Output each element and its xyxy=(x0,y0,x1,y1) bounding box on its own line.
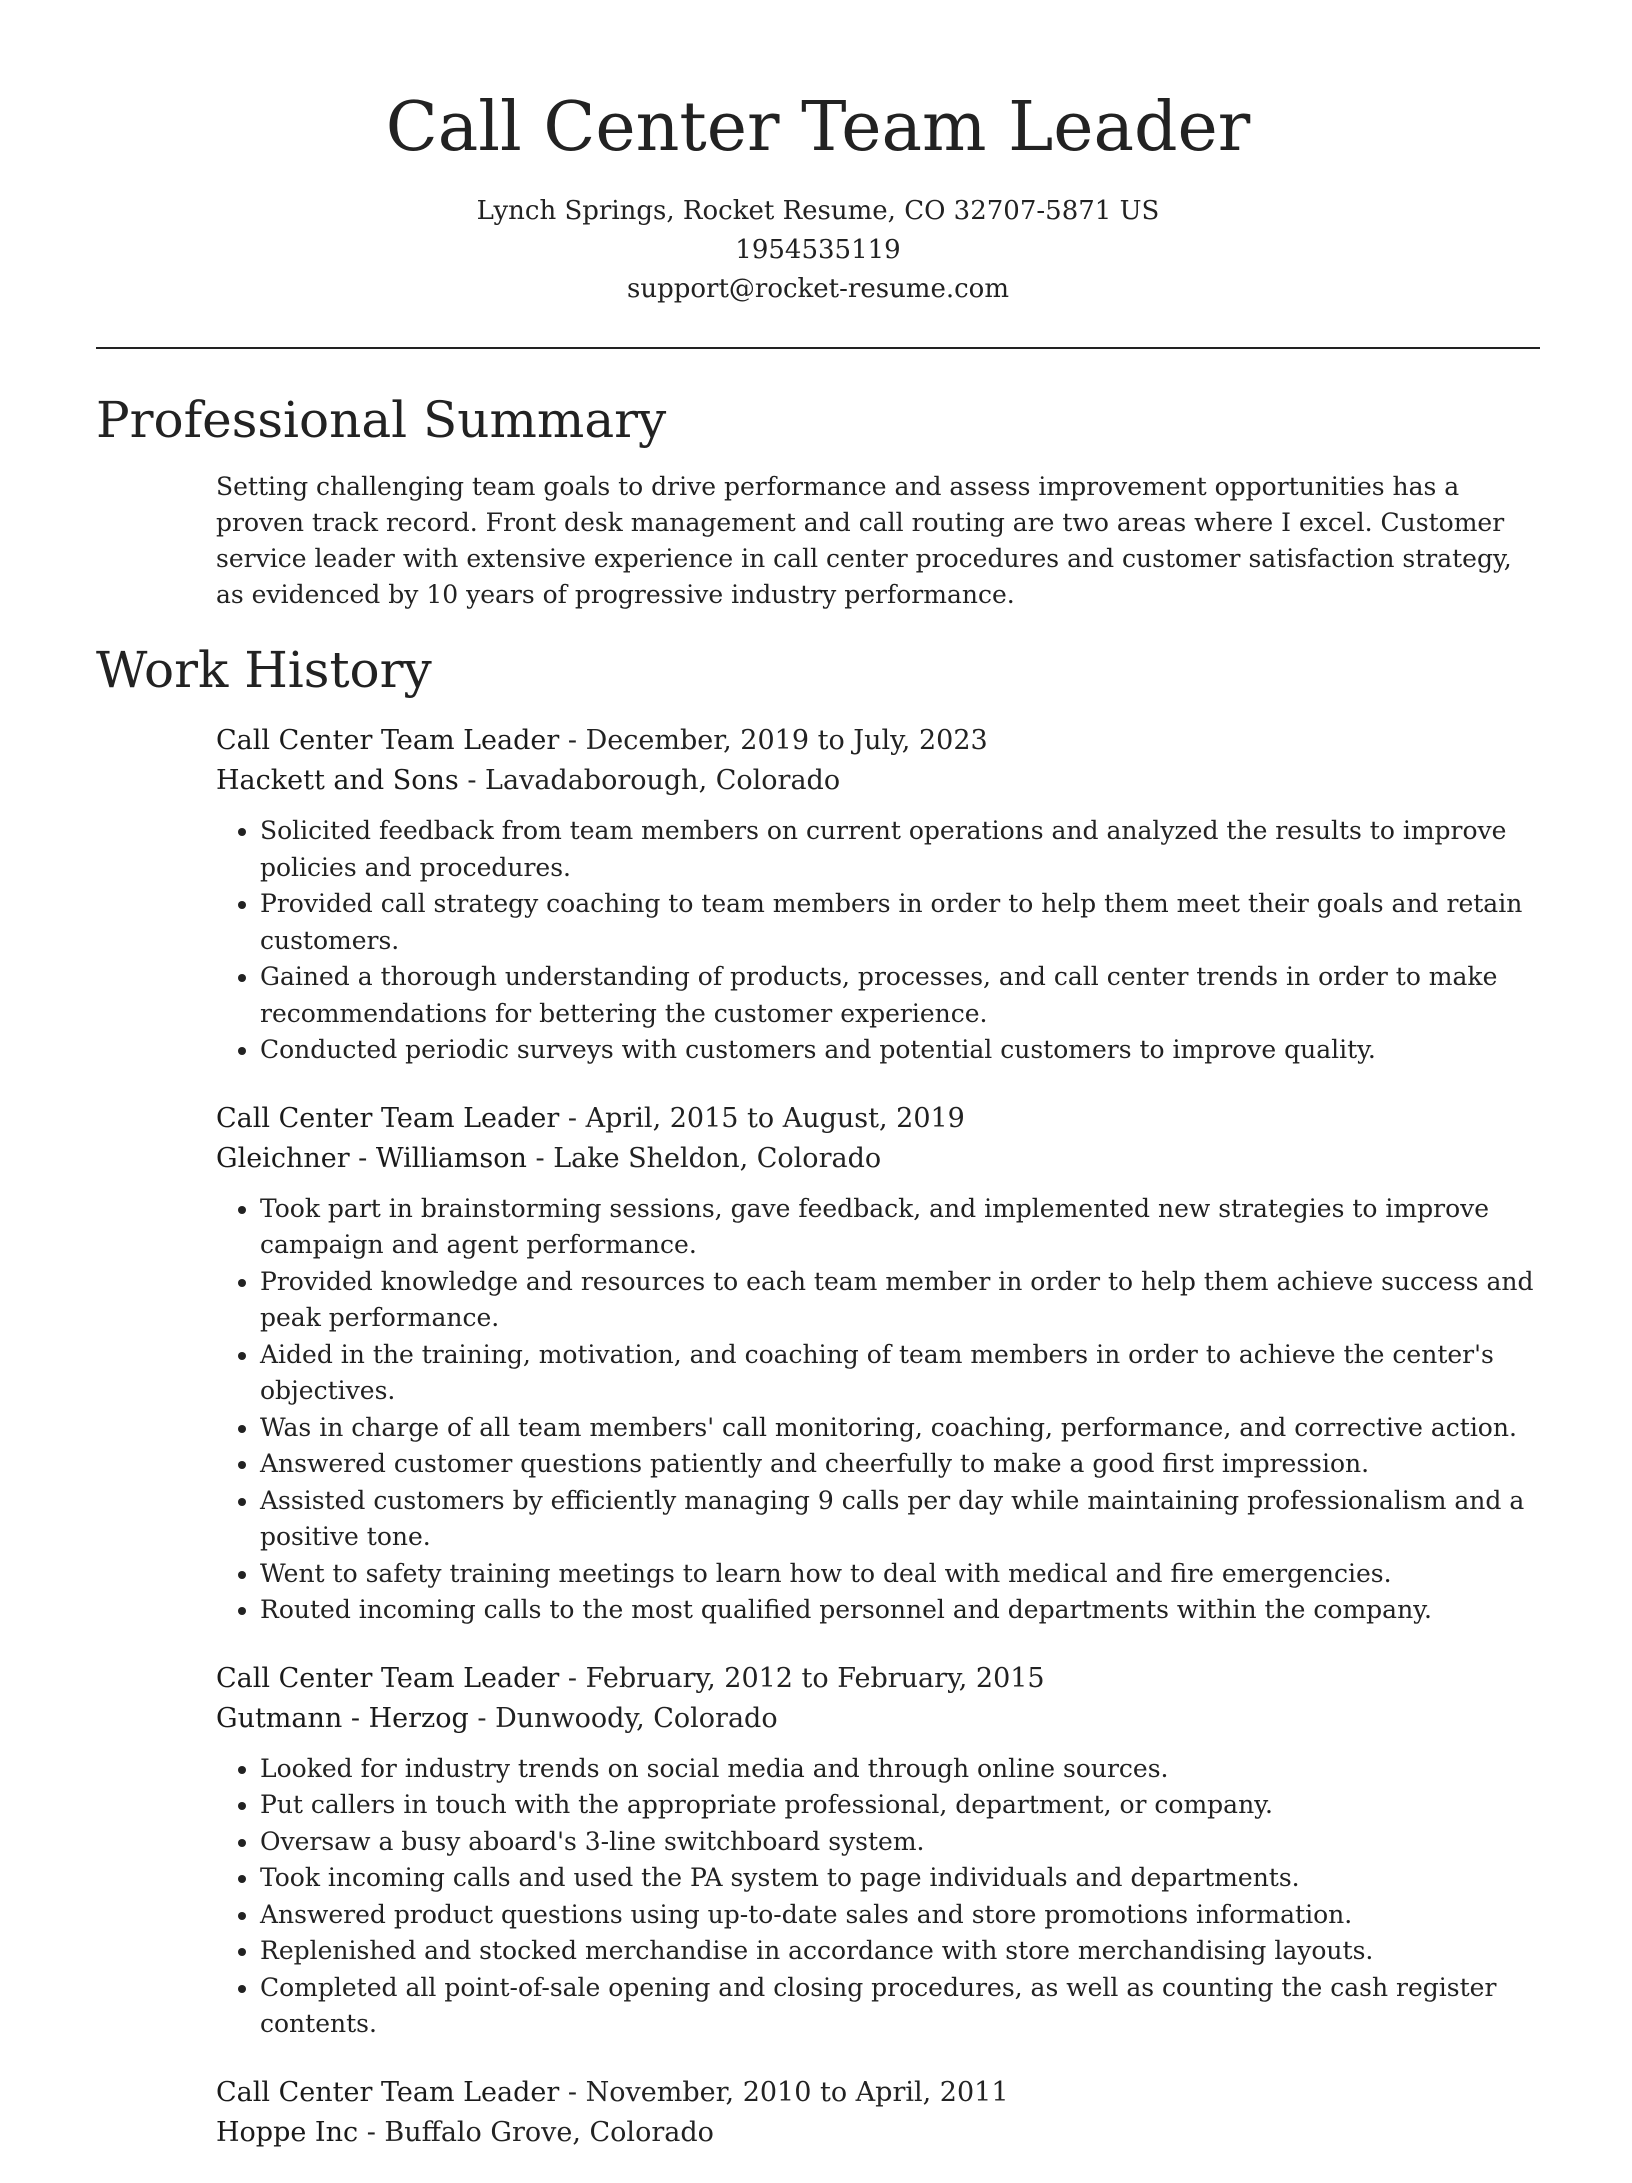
contact-address: Lynch Springs, Rocket Resume, CO 32707-5871 US xyxy=(476,196,1160,226)
job-bullet: • Looked for industry trends on social media and through online sources. xyxy=(260,1751,1540,1788)
job-bullet: • Conducted periodic surveys with customers and potential customers to improve quality. xyxy=(260,1032,1540,1069)
job-entry xyxy=(216,721,1540,1069)
job-title-line: Call Center Team Leader - February, 2012 to February, 2015 xyxy=(216,1662,1045,1694)
job-location: Buffalo Grove, Colorado xyxy=(384,2116,714,2148)
header-divider xyxy=(96,347,1540,349)
job-company-line: Gutmann - Herzog - Dunwoody, Colorado xyxy=(216,1702,778,1734)
job-dates: February, 2012 to February, 2015 xyxy=(585,1662,1045,1694)
contact-email: support@rocket-resume.com xyxy=(626,274,1009,304)
job-bullet: • Gained a thorough understanding of products, processes, and call center trends in order to make recommendations for bettering the customer experience. xyxy=(260,959,1540,1032)
job-bullet: • Aided in the training, motivation, and coaching of team members in order to achieve the center's objectives. xyxy=(260,1337,1540,1410)
contact-phone: 1954535119 xyxy=(735,235,901,265)
resume-page xyxy=(96,0,1540,2183)
job-company: Gutmann - Herzog xyxy=(216,1702,469,1734)
job-bullet: • Answered customer questions patiently and cheerfully to make a good first impression. xyxy=(260,1446,1540,1483)
job-title-line: Call Center Team Leader - April, 2015 to August, 2019 xyxy=(216,1102,965,1134)
job-bullet: • Replenished and stocked merchandise in accordance with store merchandising layouts. xyxy=(260,1933,1540,1970)
job-bullet: • Provided call strategy coaching to team members in order to help them meet their goals and retain customers. xyxy=(260,886,1540,959)
job-company-line: Gleichner - Williamson - Lake Sheldon, Colorado xyxy=(216,1142,882,1174)
job-title-line: Call Center Team Leader - December, 2019 to July, 2023 xyxy=(216,725,988,756)
summary-heading: Professional Summary xyxy=(96,391,667,449)
job-bullet: • Assisted customers by efficiently managing 9 calls per day while maintaining professionalism and a positive tone. xyxy=(260,1483,1540,1556)
job-bullets xyxy=(216,1751,1540,2043)
job-title-line: Call Center Team Leader - November, 2010 to April, 2011 xyxy=(216,2076,1009,2108)
job-bullet: • Answered product questions using up-to-date sales and store promotions information. xyxy=(260,1897,1540,1934)
job-bullet: • Solicited feedback from team members on current operations and analyzed the results to improve policies and procedures. xyxy=(260,813,1540,886)
job-bullet: • Oversaw a busy aboard's 3-line switchboard system. xyxy=(260,1824,1540,1861)
job-location: Lake Sheldon, Colorado xyxy=(553,1142,882,1174)
job-bullet: • Took incoming calls and used the PA system to page individuals and departments. xyxy=(260,1860,1540,1897)
job-role: Call Center Team Leader xyxy=(216,1102,560,1134)
resume-header xyxy=(96,0,1540,309)
job-role: Call Center Team Leader xyxy=(216,1662,560,1694)
job-company-line: Hoppe Inc - Buffalo Grove, Colorado xyxy=(216,2116,714,2148)
job-bullet: • Completed all point-of-sale opening and closing procedures, as well as counting the cash register contents. xyxy=(260,1970,1540,2043)
job-bullet: • Provided knowledge and resources to each team member in order to help them achieve success and peak performance. xyxy=(260,1264,1540,1337)
job-dates: April, 2015 to August, 2019 xyxy=(585,1102,965,1134)
job-dates: December, 2019 to July, 2023 xyxy=(585,725,988,756)
job-bullet: • Routed incoming calls to the most qualified personnel and departments within the company. xyxy=(260,1592,1540,1629)
summary-text: Setting challenging team goals to drive performance and assess improvement opportunities has a proven track record. Front desk management and call routing are two areas where I excel. Customer service leader with extensive experience in call center procedures and customer satisfaction strategy, as evidenced by 10 years of progressive industry performance. xyxy=(216,472,1512,609)
candidate-title: Call Center Team Leader xyxy=(385,88,1251,167)
job-location: Lavadaborough, Colorado xyxy=(485,765,841,796)
work-history-heading: Work History xyxy=(96,641,432,699)
job-company-line: Hackett and Sons - Lavadaborough, Colorado xyxy=(216,765,841,796)
job-entry xyxy=(216,1099,1540,1629)
job-bullet: • Went to safety training meetings to learn how to deal with medical and fire emergencies. xyxy=(260,1556,1540,1593)
job-bullets xyxy=(216,1191,1540,1629)
job-company: Gleichner - Williamson xyxy=(216,1142,527,1174)
job-bullet: • Took part in brainstorming sessions, gave feedback, and implemented new strategies to improve campaign and agent performance. xyxy=(260,1191,1540,1264)
work-history-list xyxy=(216,721,1540,2153)
job-dates: November, 2010 to April, 2011 xyxy=(585,2076,1009,2108)
job-bullet: • Put callers in touch with the appropriate professional, department, or company. xyxy=(260,1787,1540,1824)
job-bullet: • Was in charge of all team members' call monitoring, coaching, performance, and corrective action. xyxy=(260,1410,1540,1447)
job-entry xyxy=(216,2073,1540,2153)
job-company: Hoppe Inc xyxy=(216,2116,359,2148)
job-location: Dunwoody, Colorado xyxy=(495,1702,778,1734)
job-role: Call Center Team Leader xyxy=(216,2076,560,2108)
job-role: Call Center Team Leader xyxy=(216,725,560,756)
job-bullets xyxy=(216,813,1540,1069)
job-company: Hackett and Sons xyxy=(216,765,459,796)
job-entry xyxy=(216,1659,1540,2043)
